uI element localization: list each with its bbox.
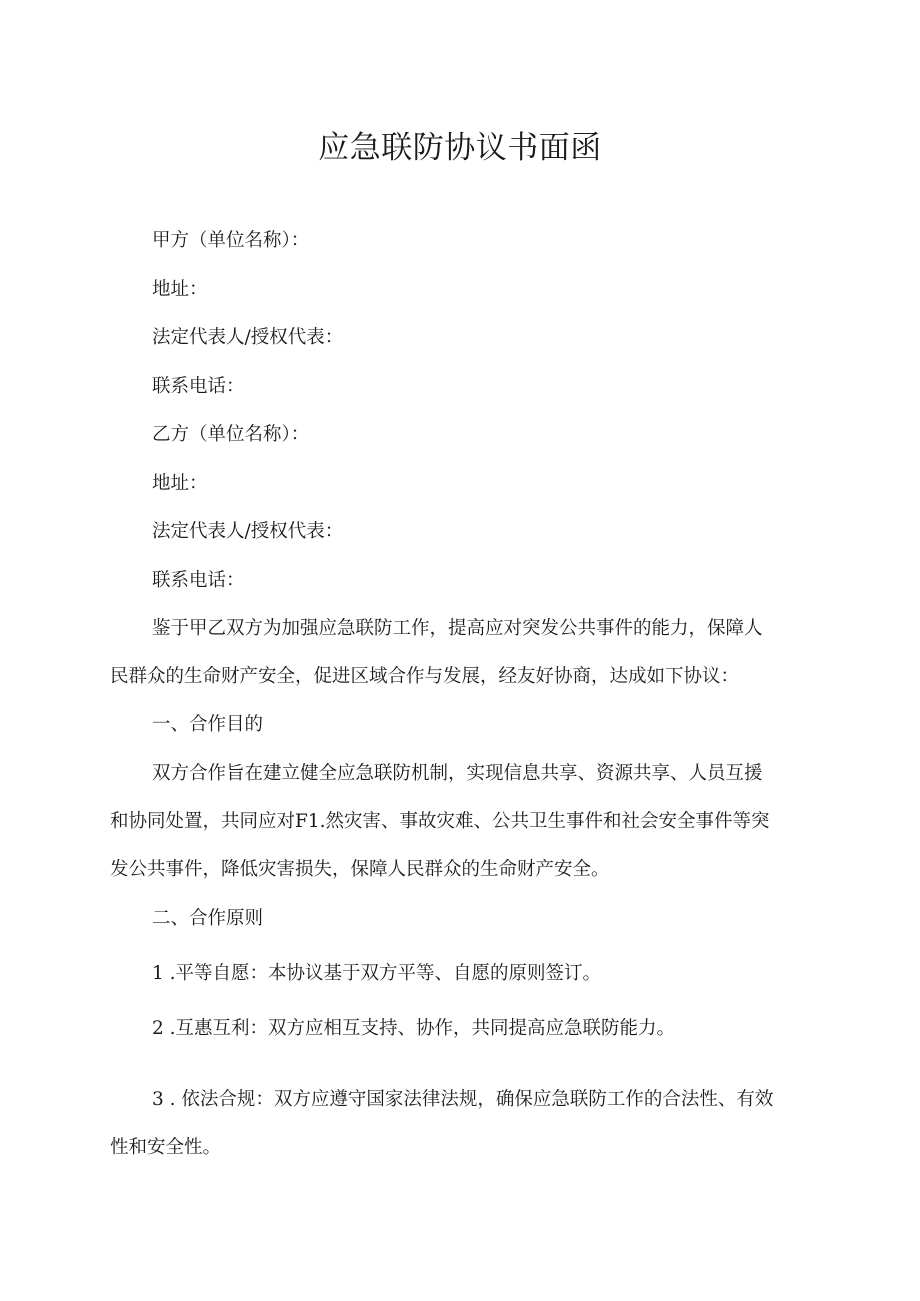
preamble-line-1: 鉴于甲乙双方为加强应急联防工作，提高应对突发公共事件的能力，保障人 — [152, 618, 763, 639]
party-a-address-field: 地址： — [152, 279, 208, 300]
party-a-phone-field: 联系电话： — [152, 376, 245, 397]
party-b-name-field: 乙方（单位名称）： — [152, 424, 310, 445]
section-1-line-2: 和协同处置，共同应对F1.然灾害、事故灾难、公共卫生事件和社会安全事件等突 — [110, 811, 770, 832]
principle-3-line-2: 性和安全性。 — [110, 1137, 222, 1158]
section-1-line-3: 发公共事件，降低灾害损失，保障人民群众的生命财产安全。 — [110, 859, 610, 880]
party-a-representative-field: 法定代表人/授权代表： — [152, 327, 344, 348]
preamble-line-2: 民群众的生命财产安全，促进区域合作与发展，经友好协商，达成如下协议： — [110, 666, 740, 687]
party-a-name-field: 甲方（单位名称）： — [152, 230, 310, 251]
document-title: 应急联防协议书面函 — [318, 130, 602, 166]
principle-1: 1 .平等自愿：本协议基于双方平等、自愿的原则签订。 — [152, 963, 602, 984]
party-b-representative-field: 法定代表人/授权代表： — [152, 521, 344, 542]
party-b-address-field: 地址： — [152, 473, 208, 494]
section-2-heading: 二、合作原则 — [152, 908, 264, 929]
party-b-phone-field: 联系电话： — [152, 570, 245, 591]
principle-2: 2 .互惠互利：双方应相互支持、协作，共同提高应急联防能力。 — [152, 1018, 676, 1039]
section-1-heading: 一、合作目的 — [152, 714, 264, 735]
section-1-line-1: 双方合作旨在建立健全应急联防机制，实现信息共享、资源共享、人员互援 — [152, 763, 763, 784]
principle-3-line-1: 3 . 依法合规：双方应遵守国家法律法规，确保应急联防工作的合法性、有效 — [152, 1089, 774, 1110]
